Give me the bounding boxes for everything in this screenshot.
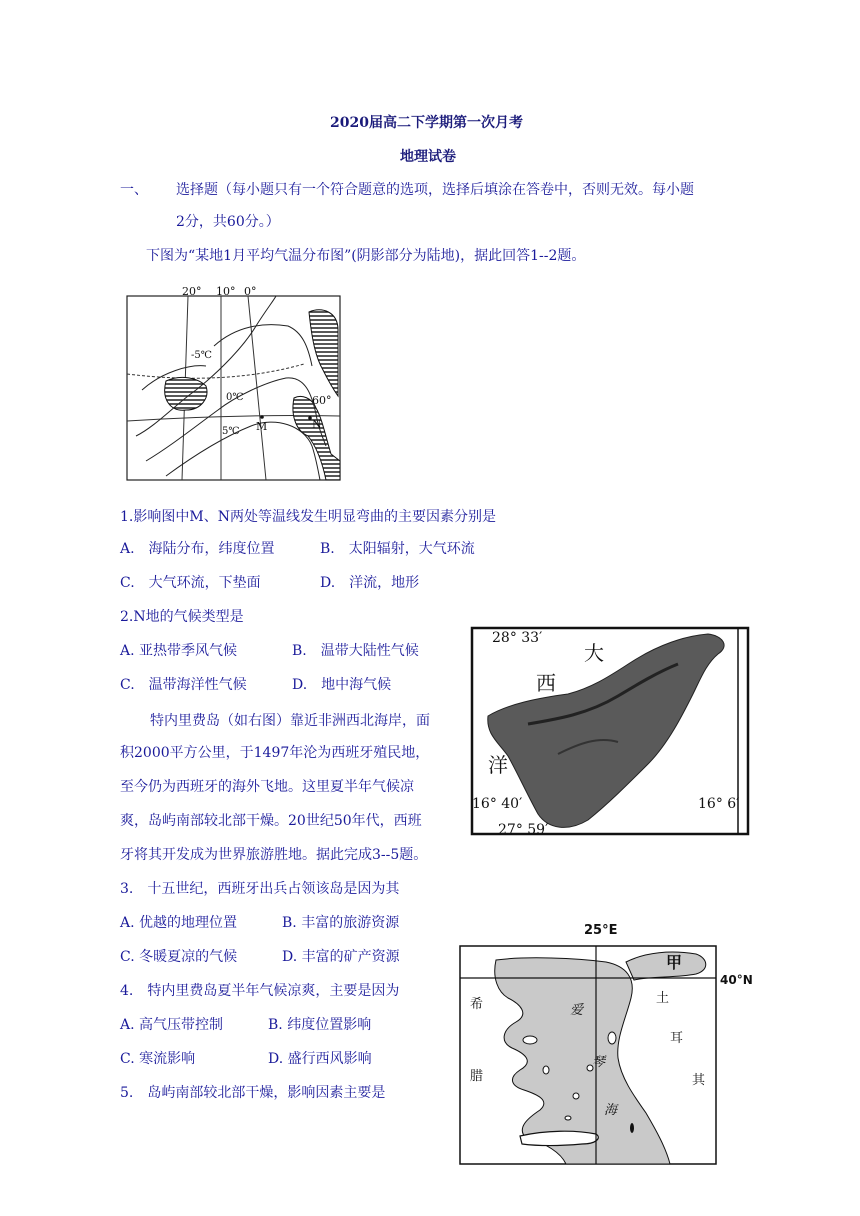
- isotherm-label-minus5: -5℃: [191, 350, 212, 361]
- question-2-option-c[interactable]: C. 温带海洋性气候: [120, 677, 247, 693]
- coord-top-left: 28° 33′: [492, 630, 543, 646]
- question-2-option-b[interactable]: B. 温带大陆性气候: [292, 643, 419, 659]
- question-2-option-a[interactable]: A. 亚热带季风气候: [120, 643, 238, 659]
- lat-label-40n: 40°N: [720, 973, 753, 987]
- question-2-option-d[interactable]: D. 地中海气候: [292, 677, 392, 693]
- label-qi: 其: [692, 1073, 706, 1088]
- question-3-option-c[interactable]: C. 冬暖夏凉的气候: [120, 949, 238, 965]
- section-instruction-line1: 选择题（每小题只有一个符合题意的选项，选择后填涂在答卷中，否则无效。每小题: [176, 182, 694, 198]
- isotherm-label-5: 5℃: [222, 426, 240, 437]
- section-number: 一、: [120, 182, 148, 198]
- map1-label-0: 0°: [244, 286, 257, 298]
- label-la: 腊: [470, 1069, 484, 1084]
- question-1-option-b[interactable]: B. 太阳辐射，大气环流: [320, 541, 475, 557]
- question-4-option-b[interactable]: B. 纬度位置影响: [268, 1017, 372, 1033]
- question-4-option-d[interactable]: D. 盛行西风影响: [268, 1051, 372, 1067]
- question-1-stem: 1.影响图中M、N两处等温线发生明显弯曲的主要因素分别是: [120, 509, 496, 525]
- section-instruction-line2: 2分，共60分。）: [176, 214, 280, 230]
- lon-label-25e: 25°E: [584, 923, 618, 938]
- point-n-label: N: [312, 418, 322, 431]
- map1-label-20: 20°: [182, 286, 202, 298]
- sea-char-yang: 洋: [488, 753, 508, 777]
- question-2-stem: 2.N地的气候类型是: [120, 609, 244, 625]
- question-4-option-a[interactable]: A. 高气压带控制: [120, 1017, 224, 1033]
- question-1-option-a[interactable]: A. 海陆分布，纬度位置: [120, 541, 275, 557]
- label-tu: 土: [656, 991, 670, 1006]
- aegean-map: [456, 918, 756, 1168]
- question-1-option-d[interactable]: D. 洋流，地形: [320, 575, 420, 591]
- question-3-option-b[interactable]: B. 丰富的旅游资源: [282, 915, 400, 931]
- point-m-label: M: [256, 420, 268, 433]
- label-xi: 希: [470, 997, 484, 1012]
- sea-char-da: 大: [584, 641, 604, 665]
- sea-char-xi: 西: [536, 671, 556, 695]
- intro-text-1: 下图为“某地1月平均气温分布图”(阴影部分为陆地)，据此回答1--2题。: [146, 248, 586, 264]
- latitude-label-60: 60°: [312, 394, 332, 407]
- passage-line-2: 积2000平方公里，于1497年沦为西班牙殖民地，: [120, 745, 430, 761]
- label-hai: 海: [604, 1103, 618, 1118]
- passage-line-3: 至今仍为西班牙的海外飞地。这里夏半年气候凉: [120, 779, 414, 795]
- coord-right: 16° 6′: [698, 796, 740, 812]
- passage-line-1: 特内里费岛（如右图）靠近非洲西北海岸，面: [150, 713, 430, 729]
- question-4-option-c[interactable]: C. 寒流影响: [120, 1051, 196, 1067]
- label-er: 耳: [670, 1031, 684, 1046]
- coord-left: 16° 40′: [472, 796, 523, 812]
- map1-label-10: 10°: [216, 286, 236, 298]
- question-1-option-c[interactable]: C. 大气环流，下垫面: [120, 575, 261, 591]
- passage-line-5: 牙将其开发成为世界旅游胜地。据此完成3--5题。: [120, 847, 428, 863]
- page-title: 2020届高二下学期第一次月考: [330, 115, 523, 131]
- tenerife-map: [468, 624, 752, 838]
- label-qin: 琴: [592, 1055, 606, 1070]
- question-4-stem: 4. 特内里费岛夏半年气候凉爽，主要是因为: [120, 983, 400, 999]
- page-subtitle: 地理试卷: [400, 149, 456, 165]
- passage-line-4: 爽，岛屿南部较北部干燥。20世纪50年代，西班: [120, 813, 422, 829]
- label-jia: 甲: [666, 953, 683, 972]
- question-3-option-d[interactable]: D. 丰富的矿产资源: [282, 949, 400, 965]
- isotherm-label-0: 0℃: [226, 392, 244, 403]
- question-5-stem: 5. 岛屿南部较北部干燥，影响因素主要是: [120, 1085, 386, 1101]
- question-3-stem: 3. 十五世纪，西班牙出兵占领该岛是因为其: [120, 881, 400, 897]
- question-3-option-a[interactable]: A. 优越的地理位置: [120, 915, 238, 931]
- label-ai: 爱: [570, 1003, 584, 1018]
- coord-bottom: 27° 59′: [498, 822, 549, 838]
- temperature-map: [126, 286, 342, 482]
